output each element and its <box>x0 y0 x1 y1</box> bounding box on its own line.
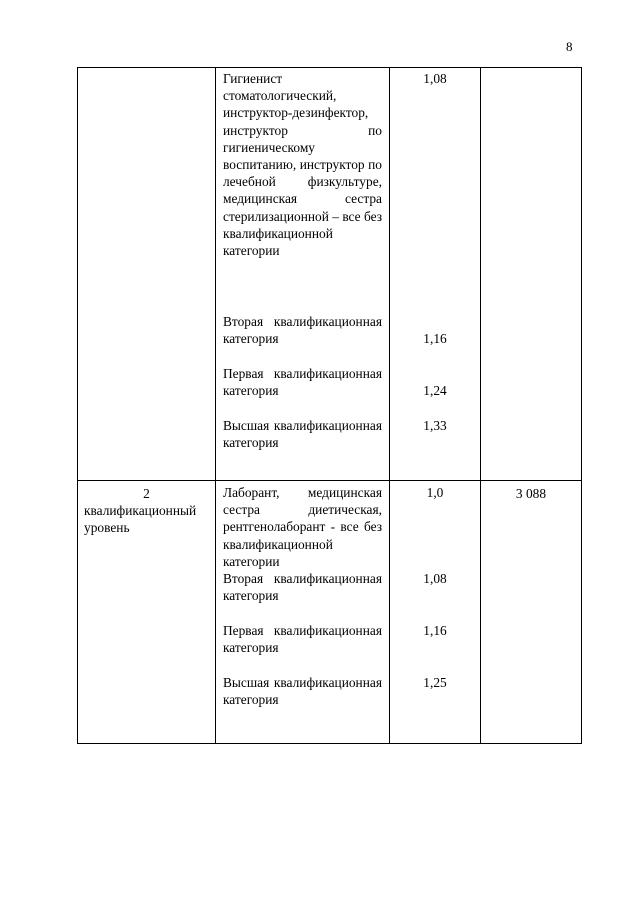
position-item: Вторая квалификационная категория <box>223 314 382 347</box>
level-cell <box>78 68 216 481</box>
level-number: 2 <box>143 486 150 501</box>
coefficient-cell <box>390 68 481 481</box>
position-item: Лаборант, медицинская сестра диетическая, рентгенолаборант - все без квалификационной категории <box>223 485 382 569</box>
coefficient-cell <box>390 481 481 744</box>
coefficient-value: 1,08 <box>423 71 447 86</box>
table-row <box>78 481 582 744</box>
level-cell <box>78 481 216 744</box>
positions-cell <box>216 68 390 481</box>
coefficient-value: 1,33 <box>423 418 447 433</box>
coefficient-value: 1,16 <box>423 623 447 638</box>
positions-cell <box>216 481 390 744</box>
coefficient-value: 1,25 <box>423 675 447 690</box>
position-item: Гигиенист стоматологический, инструктор-дезинфектор, инструктор по гигиеническому воспитанию, инструктор по лечебной физкультуре, медицинская сестра стерилизационной – все без квалификационной категории <box>223 71 382 259</box>
coefficient-value: 1,0 <box>426 485 444 500</box>
position-item: Первая квалификационная категория <box>223 623 382 656</box>
position-item: Высшая квалификационная категория <box>223 675 382 708</box>
level-label: квалификационный уровень <box>84 503 197 536</box>
coefficient-value: 1,08 <box>423 571 447 586</box>
position-item: Первая квалификационная категория <box>223 366 382 399</box>
position-item: Высшая квалификационная категория <box>223 418 382 451</box>
salary-value: 3 088 <box>515 486 547 501</box>
page-number: 8 <box>566 39 573 54</box>
coefficient-value: 1,24 <box>423 383 447 398</box>
qualification-table <box>77 67 582 744</box>
salary-cell <box>481 68 582 481</box>
position-item: Вторая квалификационная категория <box>223 571 382 604</box>
salary-cell <box>481 481 582 744</box>
table-row <box>78 68 582 481</box>
coefficient-value: 1,16 <box>423 331 447 346</box>
salary-value <box>481 68 581 72</box>
